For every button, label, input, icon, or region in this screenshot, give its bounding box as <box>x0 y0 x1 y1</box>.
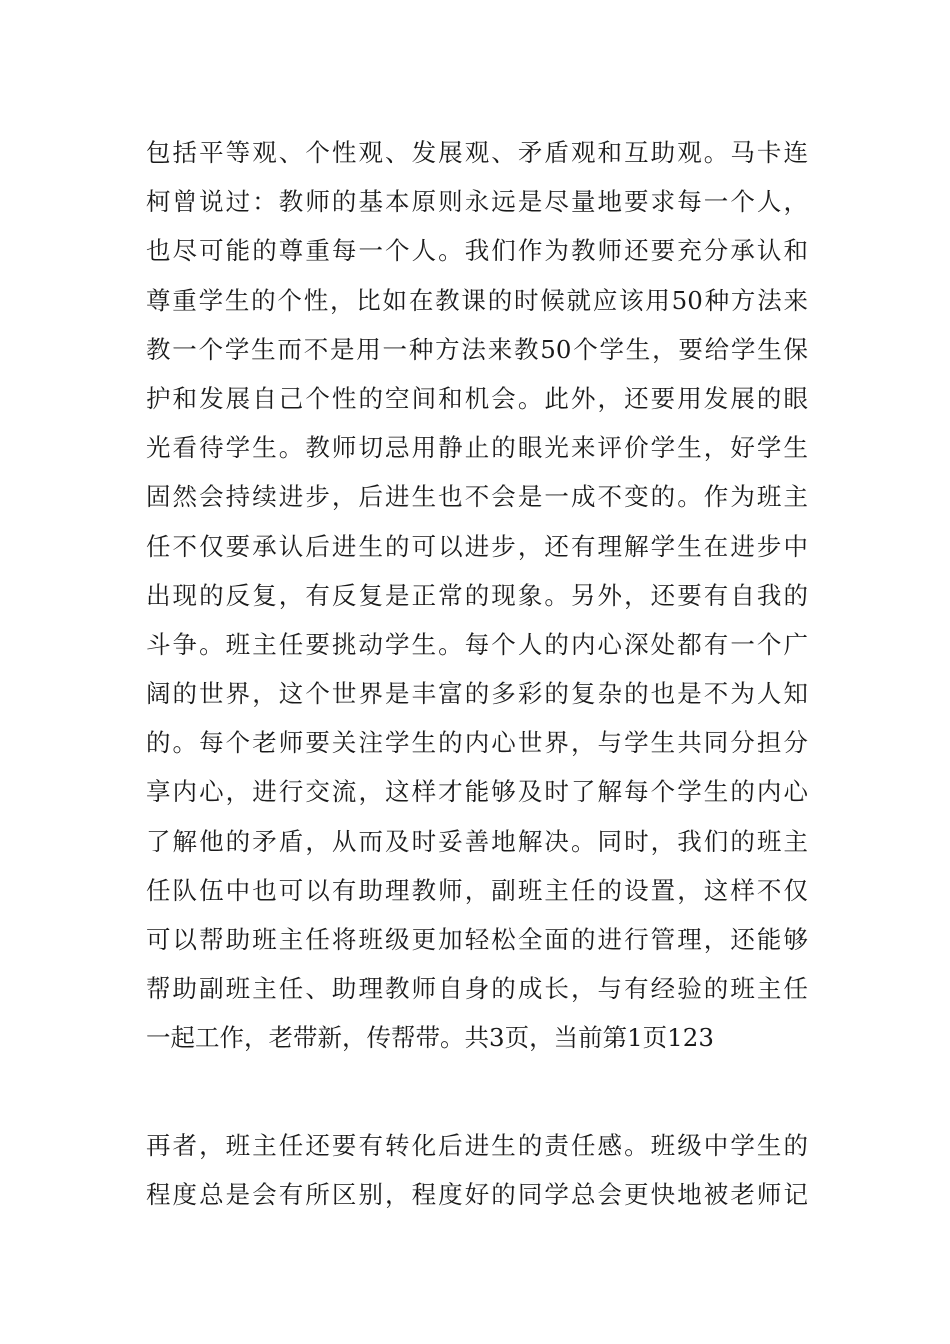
text-line: 阔的世界，这个世界是丰富的多彩的复杂的也是不为人知 <box>146 679 808 709</box>
text-line: 固然会持续进步，后进生也不会是一成不变的。作为班主 <box>146 482 808 512</box>
text-line: 再者，班主任还要有转化后进生的责任感。班级中学生的 <box>146 1131 808 1160</box>
text-line: 尊重学生的个性，比如在教课的时候就应该用50种方法来 <box>146 285 808 315</box>
text-line: 包括平等观、个性观、发展观、矛盾观和互助观。马卡连 <box>146 138 808 167</box>
text-line: 斗争。班主任要挑动学生。每个人的内心深处都有一个广 <box>146 629 808 659</box>
text-line: 出现的反复，有反复是正常的现象。另外，还要有自我的 <box>146 580 808 610</box>
text-line: 任队伍中也可以有助理教师，副班主任的设置，这样不仅 <box>146 875 808 905</box>
text-line: 程度总是会有所区别，程度好的同学总会更快地被老师记 <box>146 1180 808 1210</box>
paragraph-2 <box>146 1121 808 1219</box>
text-line: 光看待学生。教师切忌用静止的眼光来评价学生，好学生 <box>146 433 808 463</box>
text-line: 享内心，进行交流，这样才能够及时了解每个学生的内心 <box>146 777 808 807</box>
text-line: 护和发展自己个性的空间和机会。此外，还要用发展的眼 <box>146 383 808 413</box>
paragraph-1 <box>146 128 808 1063</box>
text-line: 帮助副班主任、助理教师自身的成长，与有经验的班主任 <box>146 974 808 1004</box>
text-line-with-page-info: 一起工作，老带新，传帮带。共3页，当前第1页123 <box>146 1023 714 1053</box>
text-line: 可以帮助班主任将班级更加轻松全面的进行管理，还能够 <box>146 925 808 954</box>
text-line: 也尽可能的尊重每一个人。我们作为教师还要充分承认和 <box>146 236 808 266</box>
text-line: 任不仅要承认后进生的可以进步，还有理解学生在进步中 <box>146 531 808 561</box>
text-line: 了解他的矛盾，从而及时妥善地解决。同时，我们的班主 <box>146 826 808 856</box>
text-line: 的。每个老师要关注学生的内心世界，与学生共同分担分 <box>146 728 808 758</box>
text-line: 柯曾说过：教师的基本原则永远是尽量地要求每一个人， <box>146 187 808 217</box>
text-line: 教一个学生而不是用一种方法来教50个学生，要给学生保 <box>146 334 808 364</box>
